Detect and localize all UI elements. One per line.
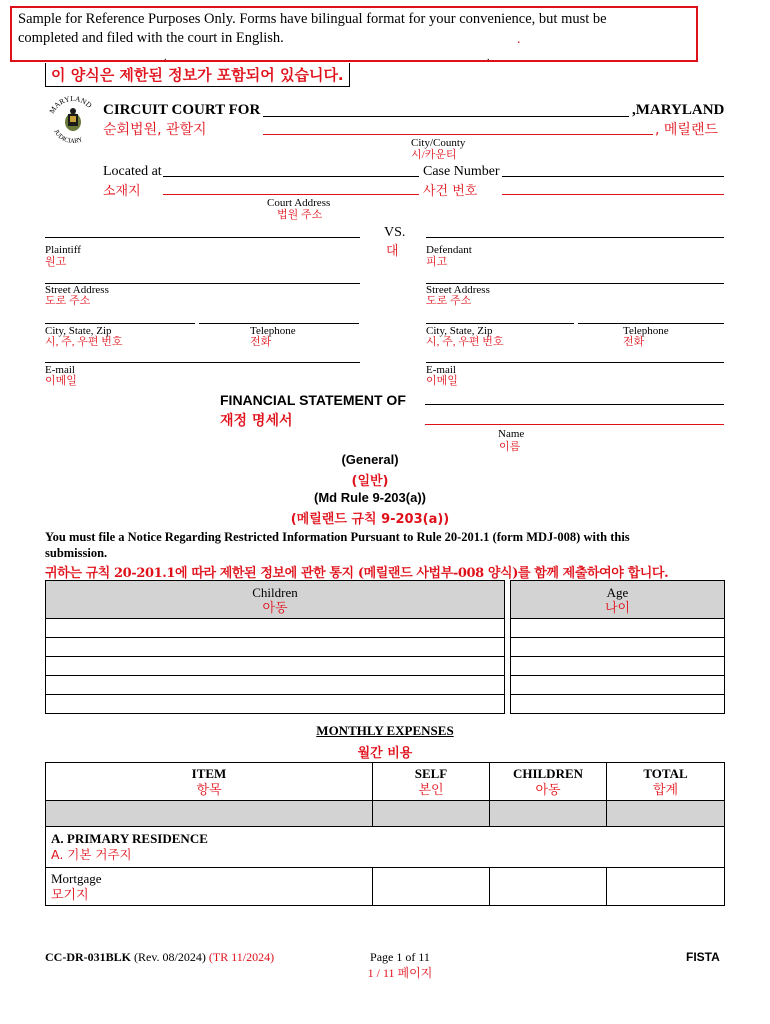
child-age-cell[interactable] [511,619,725,638]
notice-line-1: Sample for Reference Purposes Only. Forms have bilingual format for your convenience, but must be [18,11,607,27]
form-id: CC-DR-031BLK (Rev. 08/2024) (TR 11/2024) [45,950,275,964]
court-address-caption-ko: 법원 주소 [277,209,323,221]
child-age-cell[interactable] [511,695,725,714]
monthly-expenses-title-ko: 월간 비용 [357,746,413,761]
defendant-street-caption: Street Address [426,284,490,296]
plaintiff-caption-ko: 원고 [45,256,67,268]
statement-title-ko: 재정 명세서 [220,413,293,429]
svg-text:MARYLAND: MARYLAND [47,93,94,116]
vs-label: VS. [384,225,406,240]
plaintiff-city-field[interactable] [45,323,195,324]
defendant-field[interactable] [426,237,724,238]
item-header: ITEM 항목 [46,763,373,801]
mortgage-self-cell[interactable] [373,868,490,906]
plaintiff-email-caption: E-mail [45,364,75,376]
age-header: Age 나이 [511,581,725,619]
city-county-caption-ko: 시/카운티 [411,149,457,161]
defendant-caption-ko: 피고 [426,256,448,268]
mortgage-row-label: Mortgage 모기지 [46,868,373,906]
child-name-cell[interactable] [46,695,505,714]
defendant-city-caption-ko: 시, 주, 우편 번호 [426,336,504,348]
children-header: Children 아동 [46,581,505,619]
rule-label: (Md Rule 9-203(a)) [314,490,426,505]
page-number-ko: 1 / 11 페이지 [367,966,433,980]
located-at-label: Located at [103,164,162,179]
located-at-field[interactable] [163,176,419,177]
dot: . [487,52,490,63]
maryland-label: ,MARYLAND [632,102,725,118]
circuit-court-for-label: CIRCUIT COURT FOR [103,102,261,118]
maryland-label-ko: , 메릴랜드 [655,122,718,138]
reference-notice [10,6,698,62]
case-number-field[interactable] [502,176,724,177]
child-name-cell[interactable] [46,676,505,695]
mortgage-total-cell[interactable] [607,868,725,906]
statement-title: FINANCIAL STATEMENT OF [220,392,406,408]
section-a-primary-residence: A. PRIMARY RESIDENCE A. 기본 거주지 [46,827,725,868]
monthly-expenses-table [45,762,725,906]
court-county-field-ko [263,134,653,135]
statement-name-line-ko [425,424,724,425]
court-county-field[interactable] [263,116,629,117]
child-name-cell[interactable] [46,657,505,676]
plaintiff-email-caption-ko: 이메일 [45,375,77,387]
child-name-cell[interactable] [46,638,505,657]
plaintiff-city-caption-ko: 시, 주, 우편 번호 [45,336,123,348]
total-header: TOTAL 합계 [607,763,725,801]
plaintiff-telephone-field[interactable] [199,323,359,324]
must-file-notice-ko: 귀하는 규칙 20-201.1에 따라 제한된 정보에 관한 통지 (메릴랜드 사법부-008 양식)를 함께 제출하여야 합니다. [45,566,669,581]
court-address-caption: Court Address [267,197,331,209]
circuit-court-for-label-ko: 순회법원, 관할지 [103,122,207,138]
must-file-notice [45,529,735,561]
must-file-line-1: You must file a Notice Regarding Restricted Information Pursuant to Rule 20-201.1 (form MDJ-008) with this [45,530,630,544]
restricted-info-banner: 이 양식은 제한된 정보가 포함되어 있습니다. [45,63,350,87]
case-number-label: Case Number [423,164,500,179]
svg-text:JUDICIARY: JUDICIARY [52,128,84,146]
notice-line-2: completed and filed with the court in English. [18,30,284,46]
plaintiff-telephone-caption-ko: 전화 [250,336,272,348]
defendant-email-caption: E-mail [426,364,456,376]
monthly-expenses-title: MONTHLY EXPENSES [316,723,454,738]
vs-label-ko: 대 [386,244,399,259]
defendant-telephone-caption-ko: 전화 [623,336,645,348]
plaintiff-field[interactable] [45,237,360,238]
case-number-line-ko [502,194,724,195]
defendant-caption: Defendant [426,244,472,256]
plaintiff-city-caption: City, State, Zip [45,325,112,337]
defendant-telephone-field[interactable] [578,323,724,324]
mortgage-children-cell[interactable] [490,868,607,906]
defendant-email-caption-ko: 이메일 [426,375,458,387]
children-header: CHILDREN 아동 [490,763,607,801]
plaintiff-street-caption: Street Address [45,284,109,296]
rule-label-ko: (메릴랜드 규칙 9-203(a)) [290,512,450,527]
plaintiff-caption: Plaintiff [45,244,81,256]
located-at-line-ko [163,194,419,195]
defendant-email-field[interactable] [426,362,724,363]
red-dot: . [517,32,521,47]
general-label-ko: (일반) [351,474,389,489]
children-table [45,580,725,714]
child-name-cell[interactable] [46,619,505,638]
page-number: Page 1 of 11 [370,950,430,964]
child-age-cell[interactable] [511,657,725,676]
maryland-judiciary-seal-icon [46,92,100,146]
defendant-street-caption-ko: 도로 주소 [426,295,472,307]
child-age-cell[interactable] [511,638,725,657]
defendant-city-field[interactable] [426,323,574,324]
child-age-cell[interactable] [511,676,725,695]
located-at-label-ko: 소재지 [103,184,141,199]
city-county-caption: City/County [411,137,466,149]
statement-name-field[interactable] [425,404,724,405]
defendant-telephone-caption: Telephone [623,325,669,337]
general-label: (General) [341,452,399,467]
name-caption: Name [498,428,525,440]
self-header: SELF 본인 [373,763,490,801]
dot: . [164,52,167,63]
plaintiff-street-caption-ko: 도로 주소 [45,295,91,307]
must-file-line-2: submission. [45,546,108,560]
plaintiff-telephone-caption: Telephone [250,325,296,337]
plaintiff-email-field[interactable] [45,362,360,363]
name-caption-ko: 이름 [499,441,521,453]
defendant-city-caption: City, State, Zip [426,325,493,337]
fista-label: FISTA [686,950,720,964]
case-number-label-ko: 사건 번호 [423,184,478,199]
